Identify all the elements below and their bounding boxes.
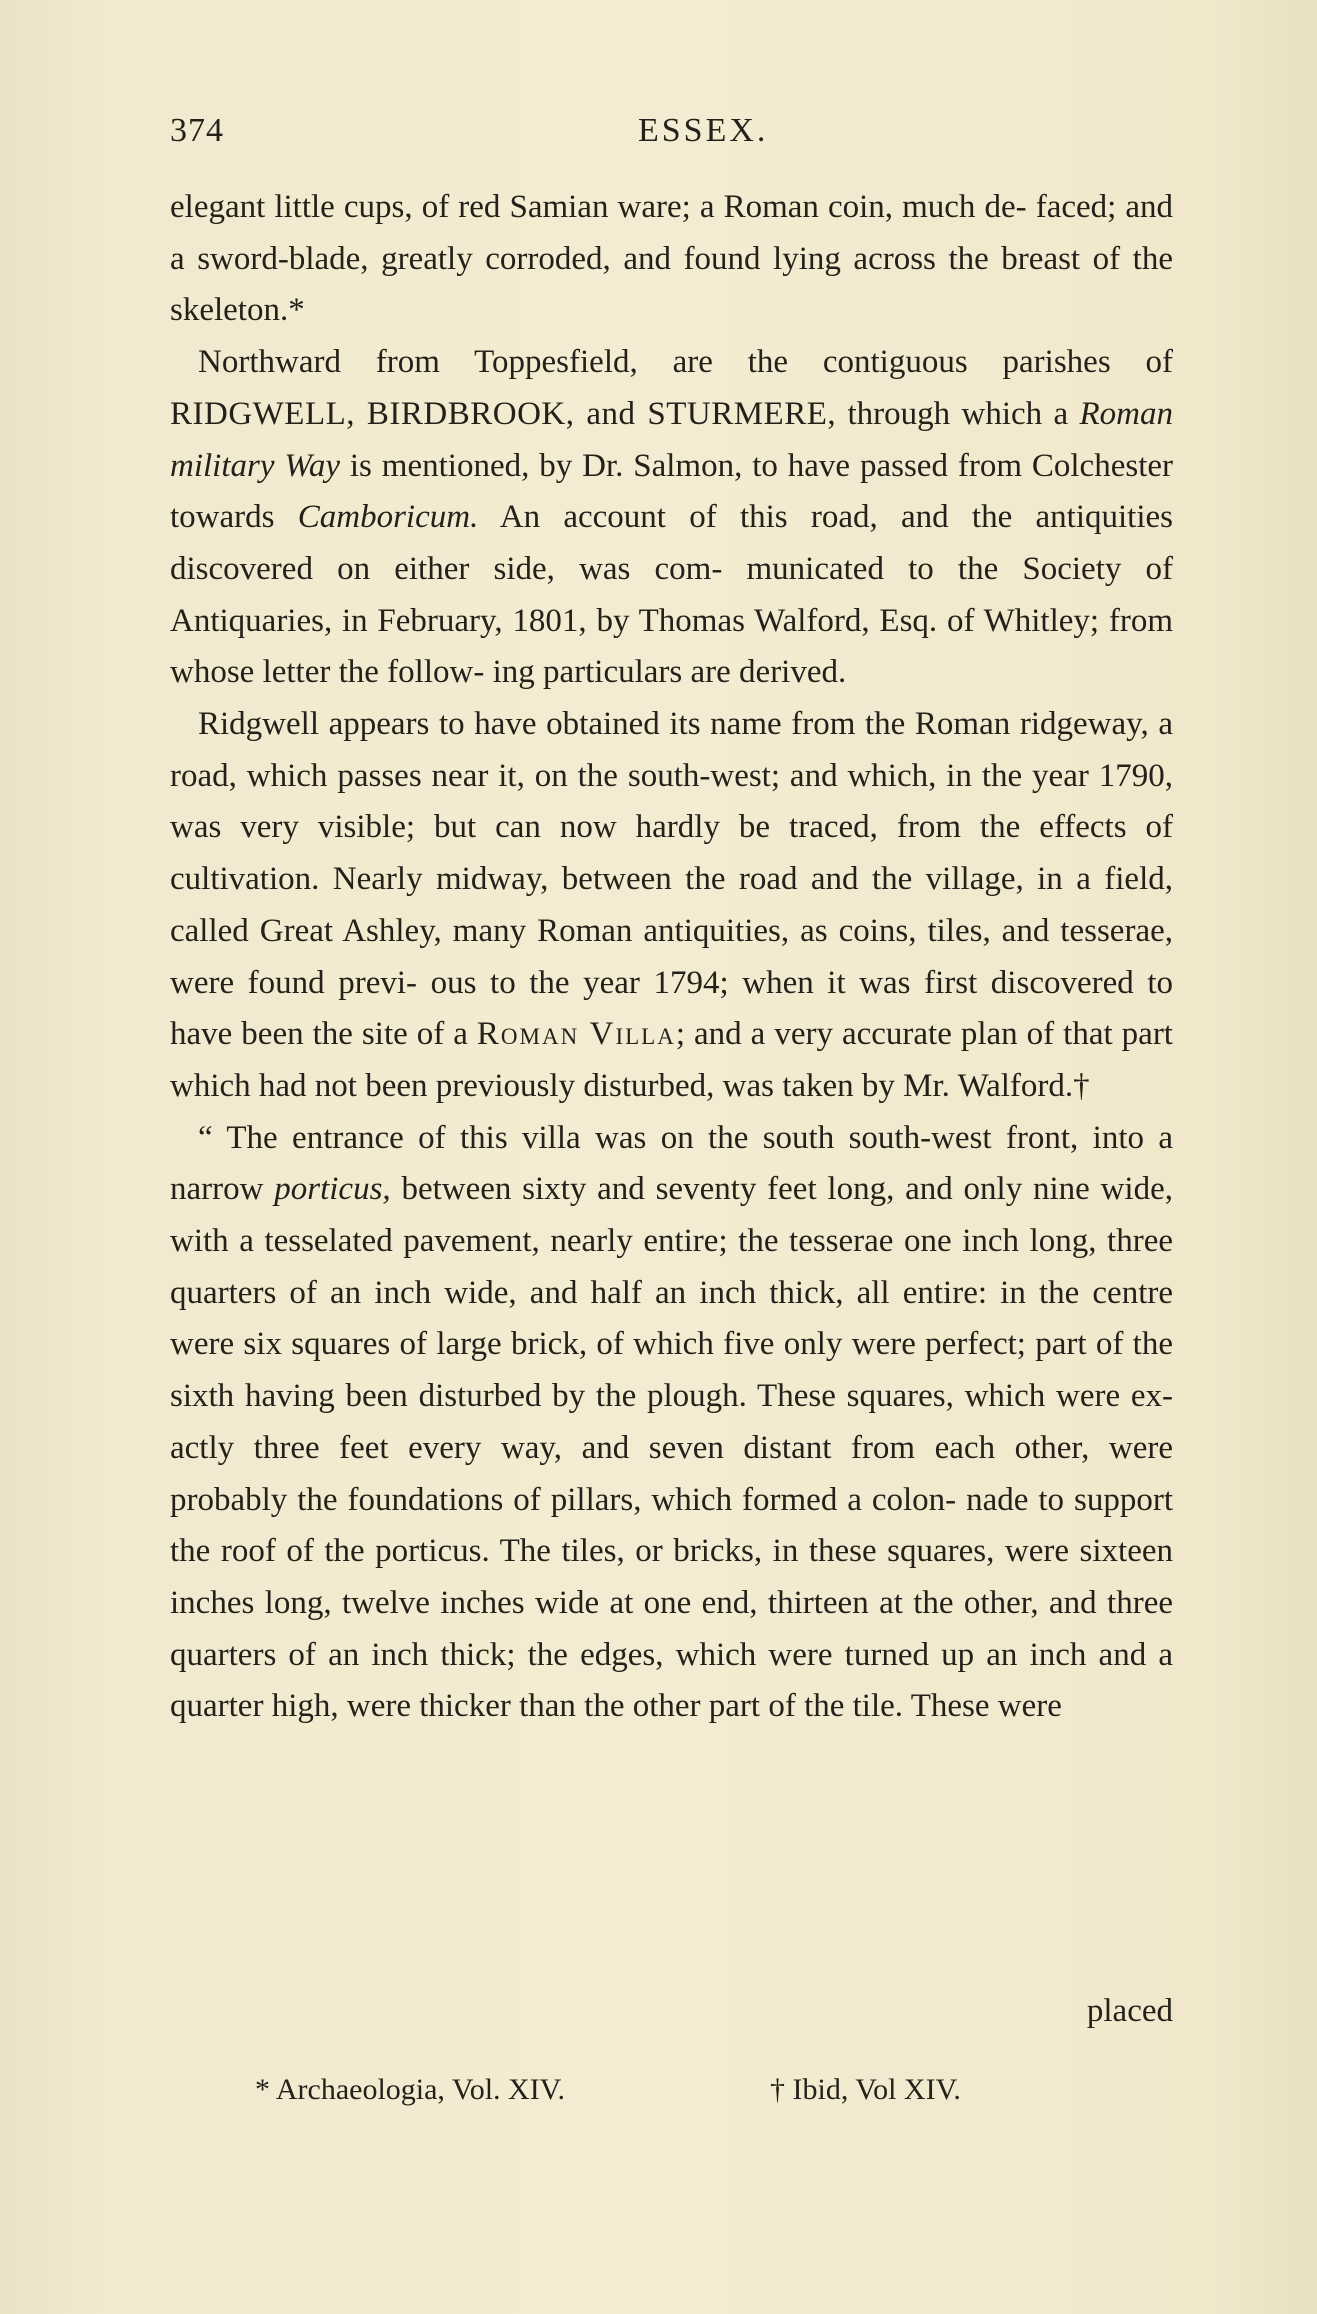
footnote-2: † Ibid, Vol XIV. [770,2073,961,2106]
text-run: ; and a very accurate plan of that part which had not been previously disturbed, was taken by Mr. Walford.† [170,1016,1173,1104]
body-text [170,182,1173,1733]
footnotes [255,2073,1155,2117]
parish-names: RIDGWELL, BIRDBROOK, and STURMERE, [170,395,837,432]
paragraph-northward [170,337,1173,699]
catchword: placed [1086,1993,1173,2029]
text-line: faced; and a sword-blade, greatly corroded, and found lying across [170,189,1174,277]
italic-phrase: Camboricum. [297,499,479,536]
text-run: Northward from Toppesfield, are the contiguous parishes of [198,344,1173,381]
paragraph-continued [170,182,1173,337]
page-number: 374 [170,112,224,149]
italic-phrase: Roman military Way [170,395,1173,484]
text-run: between sixty and seventy feet long, and only nine wide, with a tesselated pavement, nearly entire; the tesserae one inch long, three quarters of an inch wide, and half an inch thick, all entire: in the centre were six squares of large brick, of which five only were perfect; part of the sixth having been disturbed by the plough. These squares, which were ex- actly three feet every way, and seven distant from each other, were probably the foundations of pillars, which formed a colon- nade to support the roof of the porticus. The tiles, or bricks, in these squares, were sixteen inches long, twelve inches wide at one end, thirteen at the other, and three quarters of an inch thick; the edges, which were turned up an inch and a quarter high, were thicker than the other part of the tile. These were [170,1171,1173,1725]
italic-phrase: porticus, [274,1171,391,1208]
paragraph-ridgwell [170,699,1173,1113]
paragraph-quotation [170,1113,1173,1733]
footnote-1: * Archaeologia, Vol. XIV. [255,2073,565,2106]
text-run: Ridgwell appears to have obtained its name from the Roman ridgeway, a road, which passes near it, on the south-west; and which, in the year 1790, was very visible; but can now hardly be traced, from the effects of cultivation. Nearly midway, between the road and the village, in a field, called Great Ashley, many Roman antiquities, as coins, tiles, and tesserae, were found previ- ous to the year 1794; when it was first discovered to have been the site of a [170,706,1173,1053]
text-line: elegant little cups, of red Samian ware; a Roman coin, much de- [170,189,1027,225]
text-run: is mentioned, by Dr. Salmon, to have passed from Colchester towards [170,447,1173,536]
text-run: through which a [836,395,1080,432]
small-caps-phrase: Roman Villa [476,1016,676,1053]
running-head [170,112,1175,162]
running-title: ESSEX. [638,112,769,149]
text-run: “ The entrance of this villa was on the south south-west front, into a narrow [170,1119,1173,1208]
text-line: the breast of the skeleton.* [170,240,1173,329]
text-run: An account of this road, and the antiquities discovered on either side, was com- municated to the Society of Antiquaries, in February, 1801, by Thomas Walford, Esq. of Whitley; from whose letter the follow- ing particulars are derived. [170,499,1173,691]
